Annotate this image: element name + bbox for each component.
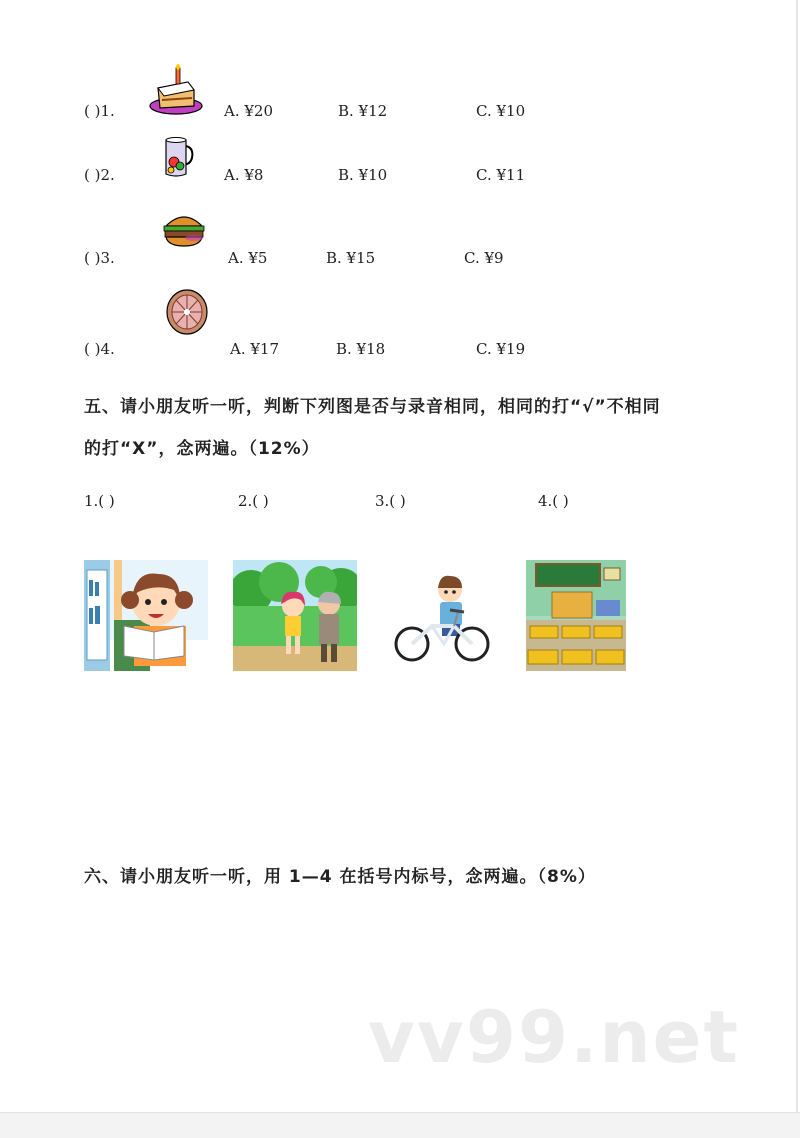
question-number: ( )2.	[84, 166, 115, 184]
question-number: ( )3.	[84, 249, 115, 267]
option-a: A. ¥8	[224, 166, 264, 184]
watermark: vv99.net	[368, 995, 740, 1079]
girl-and-grandma-image	[233, 560, 357, 671]
option-a: A. ¥17	[230, 340, 279, 358]
section-5-instruction-line1: 五、请小朋友听一听，判断下列图是否与录音相同，相同的打“√”不相同	[84, 397, 661, 417]
classroom-image	[526, 560, 626, 671]
answer-blank-2[interactable]: 2.( )	[238, 492, 269, 510]
pie-icon	[164, 288, 210, 340]
option-c: C. ¥19	[476, 340, 526, 358]
option-c: C. ¥9	[464, 249, 504, 267]
hamburger-icon	[160, 208, 208, 254]
question-number: ( )1.	[84, 102, 115, 120]
answer-blank-1[interactable]: 1.( )	[84, 492, 115, 510]
question-number: ( )4.	[84, 340, 115, 358]
section-6-title: 六、请小朋友听一听，用 1—4 在括号内标号，念两遍。（8%）	[84, 867, 596, 887]
option-a: A. ¥20	[224, 102, 273, 120]
answer-blank-3[interactable]: 3.( )	[375, 492, 406, 510]
cup-icon	[160, 134, 196, 184]
option-a: A. ¥5	[228, 249, 268, 267]
section-5-instruction-line2: 的打“X”，念两遍。（12%）	[84, 439, 320, 459]
option-c: C. ¥10	[476, 102, 526, 120]
option-b: B. ¥15	[326, 249, 376, 267]
option-b: B. ¥18	[336, 340, 386, 358]
boy-riding-bike-image	[392, 560, 492, 671]
option-b: B. ¥10	[338, 166, 388, 184]
answer-blank-4[interactable]: 4.( )	[538, 492, 569, 510]
option-c: C. ¥11	[476, 166, 526, 184]
footer-bar	[0, 1112, 800, 1138]
option-b: B. ¥12	[338, 102, 388, 120]
girl-reading-image	[84, 560, 208, 671]
cake-icon	[148, 64, 204, 122]
